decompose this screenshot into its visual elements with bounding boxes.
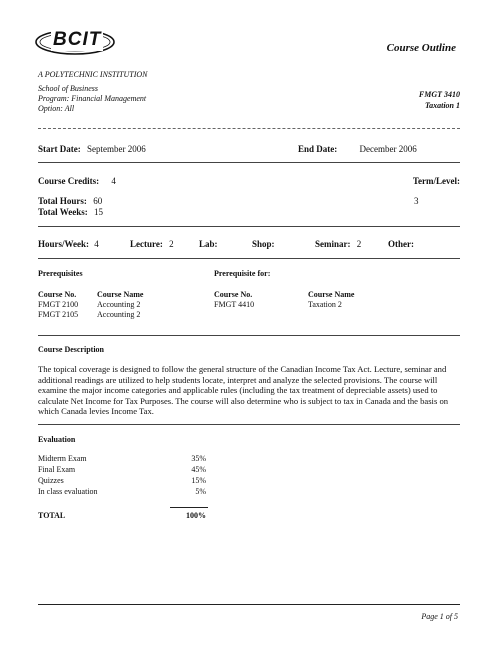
course-code: FMGT 3410 <box>418 90 460 99</box>
eval-row: Quizzes 15% <box>38 476 206 485</box>
other-label: Other: <box>388 239 414 249</box>
total-hours: Total Hours: 60 <box>38 196 103 206</box>
table-row: FMGT 2100 Accounting 2 <box>38 300 141 309</box>
divider <box>38 128 460 129</box>
divider <box>38 335 460 336</box>
prereq-col-no: Course No. <box>38 290 77 299</box>
option: Option: All <box>38 104 75 113</box>
shop-label: Shop: <box>252 239 275 249</box>
divider <box>38 424 460 425</box>
prerequisites-heading: Prerequisites <box>38 269 83 278</box>
prerequisite-for-heading: Prerequisite for: <box>214 269 271 278</box>
divider <box>38 226 460 227</box>
hours-week: Hours/Week: 4 <box>38 239 99 249</box>
term-level-value: 3 <box>414 196 419 206</box>
description-text: The topical coverage is designed to follow the general structure of the Canadian Income Tax Act. Lecture, seminar and additional readings are utilized to help students locate, interpret and analyze the selected provisions. The course will examine the major income categories and applicable rules (including the tax treatment of depreciable assets) used to calculate Net Income for Tax Purposes. The course will also determine who is subject to tax in Canada and the basis on which Canada levies Income Tax. <box>38 364 449 416</box>
eval-total: TOTAL 100% <box>38 511 206 520</box>
school: School of Business <box>38 84 98 93</box>
course-title: Taxation 1 <box>424 101 460 110</box>
bcit-logo <box>34 24 116 58</box>
divider <box>38 258 460 259</box>
footer-divider <box>38 604 460 605</box>
prereqfor-col-no: Course No. <box>214 290 253 299</box>
term-level-label: Term/Level: <box>412 176 460 186</box>
prereq-col-name: Course Name <box>97 290 144 299</box>
eval-row: In class evaluation 5% <box>38 487 206 496</box>
prereqfor-col-name: Course Name <box>308 290 355 299</box>
eval-row: Midterm Exam 35% <box>38 454 206 463</box>
total-rule <box>170 507 208 508</box>
institution: A POLYTECHNIC INSTITUTION <box>38 70 148 79</box>
eval-row: Final Exam 45% <box>38 465 206 474</box>
table-row: FMGT 2105 Accounting 2 <box>38 310 141 319</box>
doc-type: Course Outline <box>386 42 456 54</box>
lecture: Lecture: 2 <box>130 239 174 249</box>
seminar: Seminar: 2 <box>315 239 362 249</box>
program: Program: Financial Management <box>38 94 147 103</box>
course-credits: Course Credits: 4 <box>38 176 116 186</box>
lab-label: Lab: <box>199 239 218 249</box>
total-weeks: Total Weeks: 15 <box>38 207 104 217</box>
description-heading: Course Description <box>38 345 104 354</box>
logo-text: BCIT <box>53 29 102 50</box>
page-number: Page 1 of 5 <box>421 612 458 621</box>
end-date: End Date: December 2006 <box>298 144 417 154</box>
table-row: FMGT 4410 Taxation 2 <box>214 300 342 309</box>
start-date: Start Date: September 2006 <box>38 144 146 154</box>
evaluation-heading: Evaluation <box>38 435 76 444</box>
divider <box>38 162 460 163</box>
